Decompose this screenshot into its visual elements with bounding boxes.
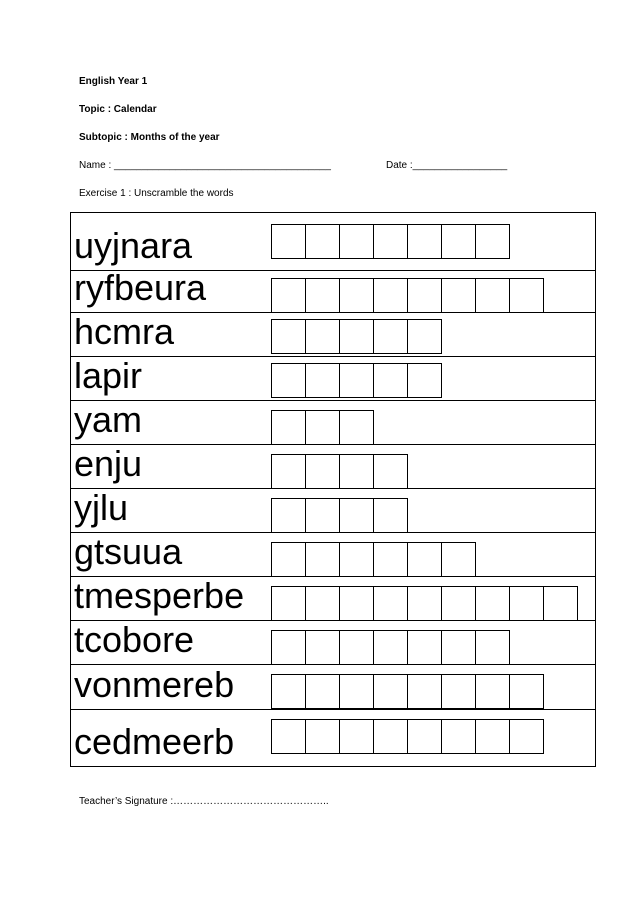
letter-box[interactable] <box>509 278 544 313</box>
subtopic-label: Subtopic : Months of the year <box>79 132 220 143</box>
scrambled-word: uyjnara <box>74 225 193 266</box>
letter-box[interactable] <box>339 410 374 445</box>
answer-boxes <box>271 542 476 577</box>
letter-box[interactable] <box>407 224 442 259</box>
letter-box[interactable] <box>373 674 408 709</box>
letter-box[interactable] <box>305 363 340 398</box>
letter-box[interactable] <box>373 224 408 259</box>
scrambled-word: tmesperbe <box>74 575 245 616</box>
letter-box[interactable] <box>305 586 340 621</box>
worksheet-title: English Year 1 <box>79 76 148 87</box>
scrambled-word: enju <box>74 443 143 484</box>
letter-box[interactable] <box>339 498 374 533</box>
letter-box[interactable] <box>407 719 442 754</box>
letter-box[interactable] <box>373 719 408 754</box>
letter-box[interactable] <box>305 454 340 489</box>
letter-box[interactable] <box>339 630 374 665</box>
letter-box[interactable] <box>271 278 306 313</box>
letter-box[interactable] <box>475 278 510 313</box>
table-row <box>71 213 595 271</box>
letter-box[interactable] <box>441 719 476 754</box>
letter-box[interactable] <box>441 542 476 577</box>
letter-box[interactable] <box>373 586 408 621</box>
scrambled-word: tcobore <box>74 619 195 660</box>
letter-box[interactable] <box>373 363 408 398</box>
table-row <box>71 489 595 533</box>
name-field: Name : _______________________________________ <box>79 160 331 171</box>
scrambled-word: yam <box>74 399 143 440</box>
table-row <box>71 357 595 401</box>
scrambled-word: vonmereb <box>74 664 235 705</box>
letter-box[interactable] <box>271 319 306 354</box>
letter-box[interactable] <box>509 586 544 621</box>
letter-box[interactable] <box>271 719 306 754</box>
letter-box[interactable] <box>305 542 340 577</box>
letter-box[interactable] <box>271 224 306 259</box>
letter-box[interactable] <box>407 319 442 354</box>
unscramble-table <box>70 212 596 767</box>
answer-boxes <box>271 278 544 313</box>
scrambled-word: cedmeerb <box>74 721 235 762</box>
letter-box[interactable] <box>305 278 340 313</box>
answer-boxes <box>271 454 408 489</box>
teacher-signature: Teacher’s Signature :……………………………………….. <box>79 796 329 807</box>
table-row <box>71 267 595 313</box>
table-row <box>71 665 595 710</box>
letter-box[interactable] <box>339 719 374 754</box>
letter-box[interactable] <box>339 224 374 259</box>
letter-box[interactable] <box>339 586 374 621</box>
letter-box[interactable] <box>373 319 408 354</box>
letter-box[interactable] <box>305 410 340 445</box>
answer-boxes <box>271 719 544 754</box>
letter-box[interactable] <box>407 542 442 577</box>
letter-box[interactable] <box>509 719 544 754</box>
letter-box[interactable] <box>305 674 340 709</box>
letter-box[interactable] <box>407 363 442 398</box>
table-row <box>71 710 595 766</box>
letter-box[interactable] <box>407 630 442 665</box>
table-row <box>71 621 595 665</box>
answer-boxes <box>271 630 510 665</box>
scrambled-word: gtsuua <box>74 531 183 572</box>
letter-box[interactable] <box>339 674 374 709</box>
letter-box[interactable] <box>475 224 510 259</box>
letter-box[interactable] <box>305 224 340 259</box>
letter-box[interactable] <box>373 498 408 533</box>
letter-box[interactable] <box>271 498 306 533</box>
letter-box[interactable] <box>339 542 374 577</box>
letter-box[interactable] <box>441 630 476 665</box>
scrambled-word: hcmra <box>74 311 175 352</box>
date-field: Date :_________________ <box>386 160 508 171</box>
exercise-instruction: Exercise 1 : Unscramble the words <box>79 188 234 199</box>
letter-box[interactable] <box>271 542 306 577</box>
letter-box[interactable] <box>305 498 340 533</box>
table-row <box>71 401 595 445</box>
letter-box[interactable] <box>441 224 476 259</box>
letter-box[interactable] <box>407 586 442 621</box>
letter-box[interactable] <box>407 278 442 313</box>
answer-boxes <box>271 363 442 398</box>
letter-box[interactable] <box>475 674 510 709</box>
table-row <box>71 313 595 357</box>
letter-box[interactable] <box>509 674 544 709</box>
letter-box[interactable] <box>407 674 442 709</box>
answer-boxes <box>271 674 544 709</box>
letter-box[interactable] <box>441 278 476 313</box>
letter-box[interactable] <box>271 410 306 445</box>
scrambled-word: ryfbeura <box>74 267 207 308</box>
letter-box[interactable] <box>271 630 306 665</box>
table-row <box>71 577 595 621</box>
letter-box[interactable] <box>475 630 510 665</box>
letter-box[interactable] <box>271 674 306 709</box>
letter-box[interactable] <box>339 363 374 398</box>
letter-box[interactable] <box>373 542 408 577</box>
scrambled-word: yjlu <box>74 487 129 528</box>
letter-box[interactable] <box>271 454 306 489</box>
scrambled-word: lapir <box>74 355 143 396</box>
letter-box[interactable] <box>373 278 408 313</box>
table-row <box>71 533 595 577</box>
answer-boxes <box>271 319 442 354</box>
letter-box[interactable] <box>373 454 408 489</box>
letter-box[interactable] <box>271 363 306 398</box>
letter-box[interactable] <box>339 454 374 489</box>
answer-boxes <box>271 586 578 621</box>
answer-boxes <box>271 410 374 445</box>
letter-box[interactable] <box>271 586 306 621</box>
answer-boxes <box>271 224 510 259</box>
letter-box[interactable] <box>441 586 476 621</box>
letter-box[interactable] <box>305 719 340 754</box>
letter-box[interactable] <box>339 319 374 354</box>
letter-box[interactable] <box>475 586 510 621</box>
topic-label: Topic : Calendar <box>79 104 157 115</box>
letter-box[interactable] <box>475 719 510 754</box>
table-row <box>71 445 595 489</box>
letter-box[interactable] <box>305 319 340 354</box>
letter-box[interactable] <box>339 278 374 313</box>
answer-boxes <box>271 498 408 533</box>
letter-box[interactable] <box>543 586 578 621</box>
letter-box[interactable] <box>373 630 408 665</box>
letter-box[interactable] <box>441 674 476 709</box>
letter-box[interactable] <box>305 630 340 665</box>
